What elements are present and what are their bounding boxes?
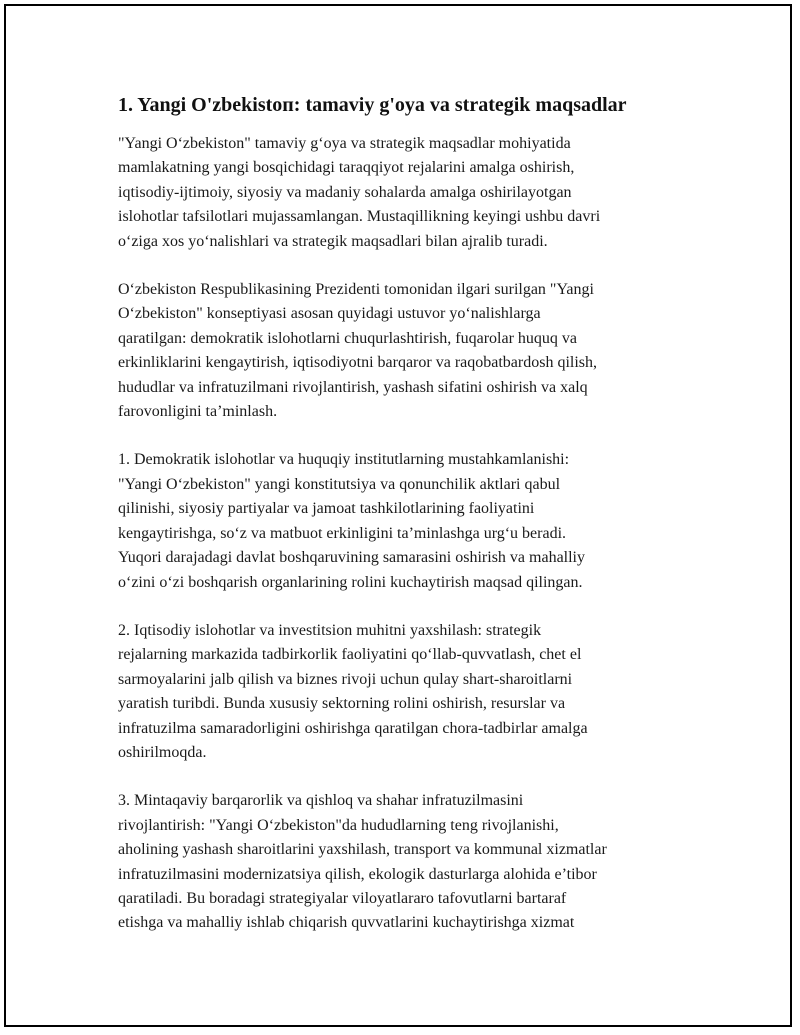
text-line: rivojlantirish: "Yangi O‘zbekiston"da hududlarning teng rivojlanishi, [118, 816, 559, 834]
text-line: 3. Mintaqaviy barqarorlik va qishloq va shahar infratuzilmasini [118, 792, 524, 810]
text-line: rejalarning markazida tadbirkorlik faoliyatini qo‘llab-quvvatlash, chet el [118, 646, 582, 664]
paragraph-intro [118, 132, 698, 254]
text-line: "Yangi O‘zbekiston" tamaviy g‘oya va strategik maqsadlar mohiyatida [118, 135, 571, 152]
text-line: O‘zbekiston Respublikasining Prezidenti tomonidan ilgari surilgan "Yangi [118, 281, 594, 299]
text-line: infratuzilmasini modernizatsiya qilish, ekologik dasturlarga alohida e’tibor [118, 865, 597, 883]
text-line: qaratiladi. Bu boradagi strategiyalar viloyatlararo tafovutlarni bartaraf [118, 889, 567, 907]
text-line: erkinliklarini kengaytirish, iqtisodiyotni barqaror va raqobatbardosh qilish, [118, 354, 598, 372]
text-line: oshirilmoqda. [118, 743, 207, 761]
text-line: 1. Demokratik islohotlar va huquqiy institutlarning mustahkamlanishi: [118, 451, 570, 469]
text-line: hududlar va infratuzilmani rivojlantirish, yashash sifatini oshirish va xalq [118, 378, 588, 396]
text-line: Yuqori darajadagi davlat boshqaruvining samarasini oshirish va mahalliy [118, 549, 585, 567]
text-line: 2. Iqtisodiy islohotlar va investitsion muhitni yaxshilash: strategik [118, 621, 542, 639]
paragraph-regional-development [118, 789, 698, 935]
paragraph-concept [118, 278, 698, 424]
text-line: qilinishi, siyosiy partiyalar va jamoat tashkilotlarining faoliyatini [118, 500, 535, 518]
section-heading: 1. Yangi O'zbekistoп: tamaviy g'oya va strategik maqsadlar [118, 94, 627, 116]
paragraph-economic-reforms [118, 619, 698, 765]
text-line: farovonligini ta’minlash. [118, 403, 278, 421]
text-line: "Yangi O‘zbekiston" yangi konstitutsiya va qonunchilik aktlari qabul [118, 475, 561, 493]
text-line: yaratish turibdi. Bunda xususiy sektorning rolini oshirish, resurslar va [118, 695, 566, 713]
text-line: mamlakatning yangi bosqichidagi taraqqiyot rejalarini amalga oshirish, [118, 159, 575, 177]
text-line: iqtisodiy-ijtimoiy, siyosiy va madaniy sohalarda amalga oshirilayotgan [118, 183, 572, 201]
text-line: o‘zini o‘zi boshqarish organlarining rolini kuchaytirish maqsad qilingan. [118, 573, 583, 591]
document-body [118, 92, 698, 960]
text-line: sarmoyalarini jalb qilish va biznes rivoji uchun qulay shart-sharoitlarni [118, 670, 573, 688]
text-line: etishga va mahalliy ishlab chiqarish quvvatlarini kuchaytirishga xizmat [118, 914, 575, 932]
text-line: o‘ziga xos yo‘nalishlari va strategik maqsadlari bilan ajralib turadi. [118, 232, 548, 250]
text-line: islohotlar tafsilotlari mujassamlangan. Mustaqillikning keyingi ushbu davri [118, 208, 601, 226]
paragraph-democratic-reforms [118, 448, 698, 594]
text-line: aholining yashash sharoitlarini yaxshilash, transport va kommunal xizmatlar [118, 841, 607, 859]
text-line: O‘zbekiston" konseptiyasi asosan quyidagi ustuvor yo‘nalishlarga [118, 305, 541, 323]
text-line: infratuzilma samaradorligini oshirishga qaratilgan chora-tadbirlar amalga [118, 719, 588, 737]
text-line: qaratilgan: demokratik islohotlarni chuqurlashtirish, fuqarolar huquq va [118, 329, 577, 347]
text-line: kengaytirishga, so‘z va matbuot erkinligini ta’minlashga urg‘u beradi. [118, 524, 567, 542]
